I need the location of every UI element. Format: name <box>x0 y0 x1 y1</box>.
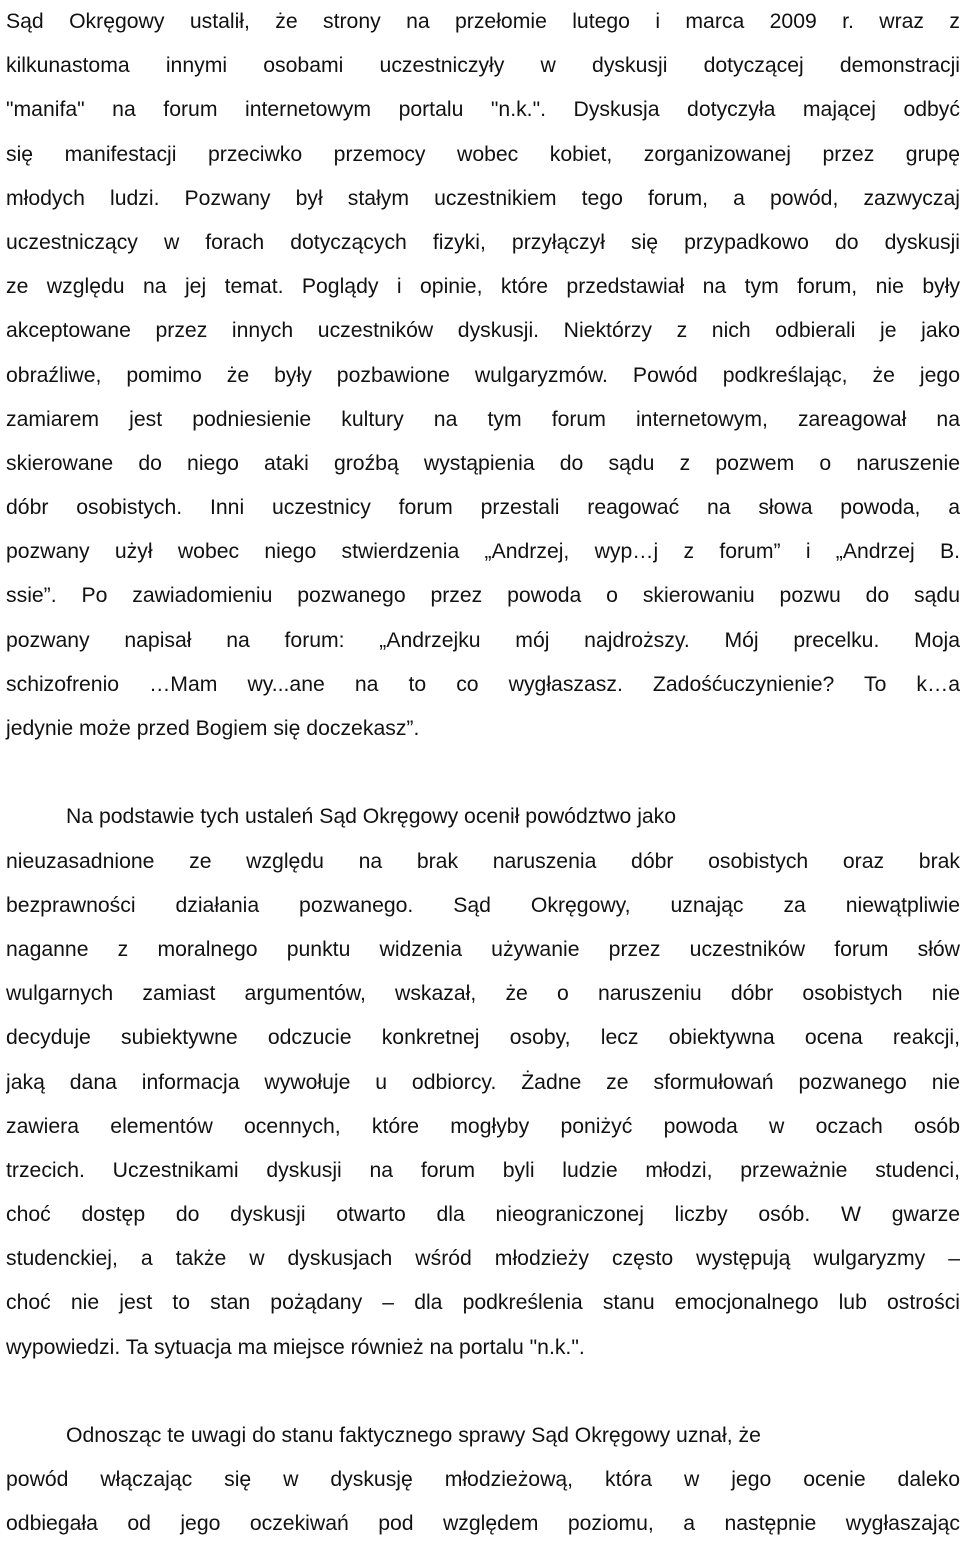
text-line: trzecich. Uczestnikami dyskusji na forum byli ludzie młodzi, przeważnie studenci, <box>6 1158 960 1182</box>
text-line: schizofrenio …Mam wy...ane na to co wygłaszasz. Zadośćuczynienie? To k…a <box>6 672 960 696</box>
text-line: wypowiedzi. Ta sytuacja ma miejsce również na portalu "n.k.". <box>6 1335 585 1359</box>
text-line: wulgarnych zamiast argumentów, wskazał, że o naruszeniu dóbr osobistych nie <box>6 982 960 1006</box>
text-line: Na podstawie tych ustaleń Sąd Okręgowy ocenił powództwo jako <box>66 805 677 829</box>
text-line: uczestniczący w forach dotyczących fizyki, przyłączył się przypadkowo do dyskusji <box>6 230 960 254</box>
text-line: naganne z moralnego punktu widzenia używanie przez uczestników forum słów <box>6 937 960 961</box>
paragraph-1 <box>6 0 960 751</box>
text-line: choć dostęp do dyskusji otwarto dla nieograniczonej liczby osób. W gwarze <box>6 1203 960 1227</box>
paragraph-2 <box>6 795 960 1369</box>
text-line: zawiera elementów ocennych, które mogłyby poniżyć powoda w oczach osób <box>6 1114 960 1138</box>
text-line: bezprawności działania pozwanego. Sąd Okręgowy, uznając za niewątpliwie <box>6 893 960 917</box>
text-line: zamiarem jest podniesienie kultury na tym forum internetowym, zareagował na <box>6 407 960 431</box>
text-line: pozwany użył wobec niego stwierdzenia „Andrzej, wyp…j z forum” i „Andrzej B. <box>6 540 960 564</box>
text-line: kilkunastoma innymi osobami uczestniczyły w dyskusji dotyczącej demonstracji <box>6 54 960 78</box>
document-page <box>6 0 960 1547</box>
text-line: ssie”. Po zawiadomieniu pozwanego przez powoda o skierowaniu pozwu do sądu <box>6 584 960 608</box>
text-line: się manifestacji przeciwko przemocy wobec kobiet, zorganizowanej przez grupę <box>6 142 960 166</box>
text-line: młodych ludzi. Pozwany był stałym uczestnikiem tego forum, a powód, zazwyczaj <box>6 186 960 210</box>
text-line: "manifa" na forum internetowym portalu "n.k.". Dyskusja dotyczyła mającej odbyć <box>6 98 960 122</box>
paragraph-gap <box>6 751 960 795</box>
text-line: studenckiej, a także w dyskusjach wśród młodzieży często występują wulgaryzmy – <box>6 1247 960 1271</box>
text-line: odbiegała od jego oczekiwań pod względem poziomu, a następnie wygłaszając <box>6 1512 960 1536</box>
text-line: akceptowane przez innych uczestników dyskusji. Niektórzy z nich odbierali je jako <box>6 319 960 343</box>
text-line: jedynie może przed Bogiem się doczekasz”. <box>6 717 420 740</box>
paragraph-3 <box>6 1414 960 1547</box>
text-line: obraźliwe, pomimo że były pozbawione wulgaryzmów. Powód podkreślając, że jego <box>6 363 960 387</box>
text-line: Sąd Okręgowy ustalił, że strony na przełomie lutego i marca 2009 r. wraz z <box>6 10 960 33</box>
text-line: skierowane do niego ataki groźbą wystąpienia do sądu z pozwem o naruszenie <box>6 451 960 475</box>
text-line: choć nie jest to stan pożądany – dla podkreślenia stanu emocjonalnego lub ostrości <box>6 1291 960 1315</box>
text-line: decyduje subiektywne odczucie konkretnej osoby, lecz obiektywna ocena reakcji, <box>6 1026 960 1050</box>
text-line: jaką dana informacja wywołuje u odbiorcy. Żadne ze sformułowań pozwanego nie <box>6 1070 960 1094</box>
text-line: Odnosząc te uwagi do stanu faktycznego sprawy Sąd Okręgowy uznał, że <box>66 1424 761 1447</box>
paragraph-gap <box>6 1370 960 1414</box>
text-line: pozwany napisał na forum: „Andrzejku mój najdroższy. Mój precelku. Moja <box>6 628 960 652</box>
text-line: nieuzasadnione ze względu na brak naruszenia dóbr osobistych oraz brak <box>6 849 960 873</box>
text-line: ze względu na jej temat. Poglądy i opinie, które przedstawiał na tym forum, nie były <box>6 275 960 299</box>
text-line: dóbr osobistych. Inni uczestnicy forum przestali reagować na słowa powoda, a <box>6 496 960 520</box>
text-line: powód włączając się w dyskusję młodzieżową, która w jego ocenie daleko <box>6 1468 960 1492</box>
